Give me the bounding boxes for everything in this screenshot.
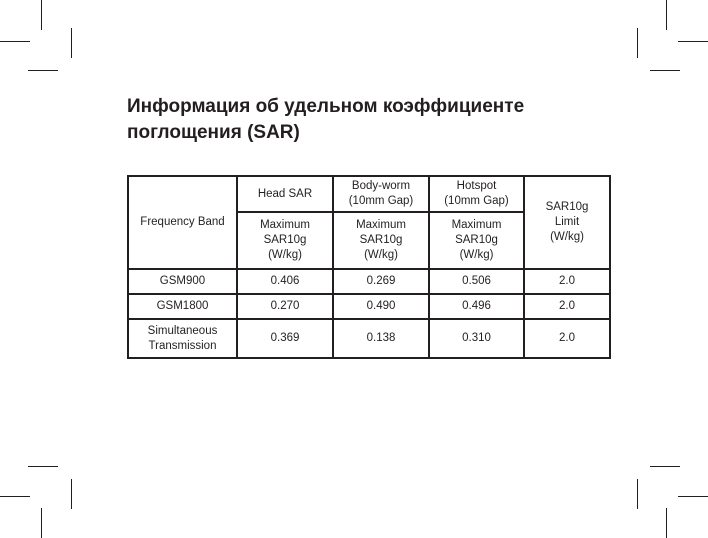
table-row [128,319,610,358]
crop-mark [650,70,680,71]
head-sar-cell: 0.369 [237,319,333,358]
hotspot-unit-label: Maximum SAR10g (W/kg) [429,212,524,269]
body-sar-cell: 0.269 [333,269,429,294]
crop-mark [666,508,667,538]
body-unit-label: Maximum SAR10g (W/kg) [333,212,429,269]
band-cell: Simultaneous Transmission [128,319,237,358]
crop-mark [637,479,638,509]
crop-mark [678,496,708,497]
band-cell: GSM900 [128,269,237,294]
head-sar-header: Head SAR [237,176,333,212]
limit-cell: 2.0 [524,294,610,319]
table-row [128,269,610,294]
table-row [128,294,610,319]
hotspot-header: Hotspot (10mm Gap) [429,176,524,212]
crop-mark [28,466,58,467]
head-sar-cell: 0.270 [237,294,333,319]
body-worn-header: Body-worm (10mm Gap) [333,176,429,212]
body-sar-cell: 0.138 [333,319,429,358]
crop-mark [0,496,30,497]
hotspot-sar-cell: 0.310 [429,319,524,358]
table-header-row [128,176,610,212]
crop-mark [71,479,72,509]
frequency-band-header: Frequency Band [128,176,237,269]
page-title: Информация об удельном коэффициенте поглощения (SAR) [127,96,525,143]
sar-limit-header: SAR10g Limit (W/kg) [524,176,610,269]
body-sar-cell: 0.490 [333,294,429,319]
hotspot-sar-cell: 0.506 [429,269,524,294]
crop-mark [28,70,58,71]
crop-mark [637,28,638,58]
head-sar-cell: 0.406 [237,269,333,294]
crop-mark [41,0,42,30]
crop-mark [666,0,667,30]
crop-mark [0,41,30,42]
band-cell: GSM1800 [128,294,237,319]
limit-cell: 2.0 [524,319,610,358]
head-unit-label: Maximum SAR10g (W/kg) [237,212,333,269]
sar-table [127,175,611,359]
crop-mark [71,28,72,58]
crop-mark [678,41,708,42]
limit-cell: 2.0 [524,269,610,294]
hotspot-sar-cell: 0.496 [429,294,524,319]
crop-mark [41,508,42,538]
crop-mark [650,466,680,467]
